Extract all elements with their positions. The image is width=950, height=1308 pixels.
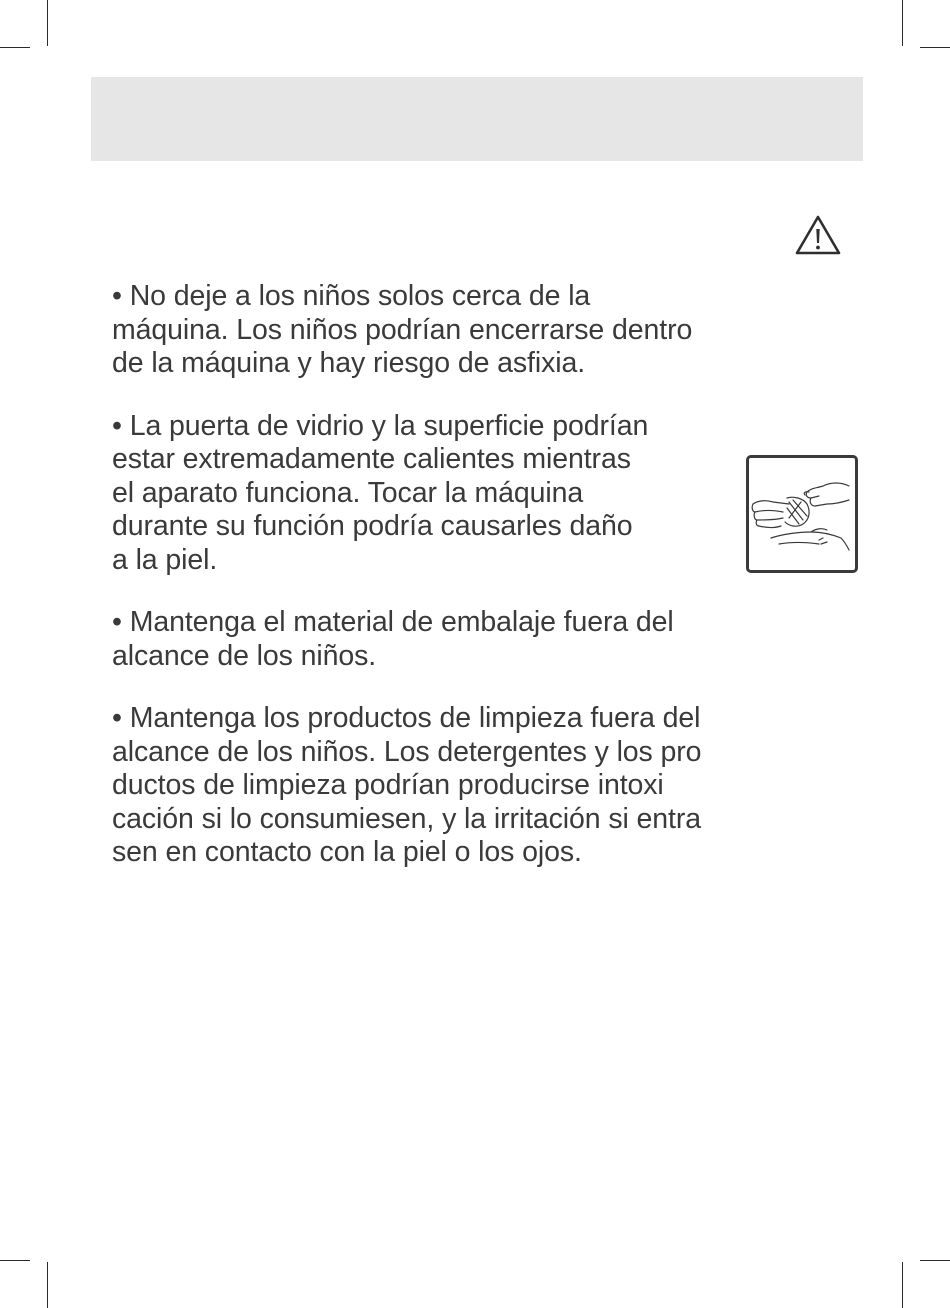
- text-line: de la máquina y hay riesgo de asfixia.: [112, 347, 586, 379]
- safety-instructions: [112, 280, 812, 899]
- text-line: máquina. Los niños podrían encerrarse dentro: [112, 313, 693, 346]
- text-line: alcance de los niños.: [112, 639, 377, 672]
- text-line: estar extremadamente calientes mientras: [112, 443, 631, 475]
- text-line: el aparato funciona. Tocar la máquina: [112, 476, 584, 509]
- crop-mark: [920, 47, 950, 48]
- text-line: • Mantenga el material de embalaje fuera del: [112, 606, 674, 638]
- bandaged-hand-icon: [749, 458, 855, 570]
- text-line: • La puerta de vidrio y la superficie podrían: [112, 409, 649, 442]
- text-line: ductos de limpieza podrían producirse intoxi: [112, 769, 664, 801]
- paragraph-packaging: [112, 606, 812, 673]
- text-line: sen en contacto con la piel o los ojos.: [112, 836, 582, 868]
- crop-mark: [47, 1262, 48, 1308]
- paragraph-cleaning-products: [112, 702, 812, 870]
- text-line: alcance de los niños. Los detergentes y los pro: [112, 735, 702, 768]
- paragraph-hot-surfaces: [112, 410, 812, 578]
- text-line: • Mantenga los productos de limpieza fuera del: [112, 702, 701, 734]
- warning-triangle-icon: [794, 214, 842, 256]
- crop-mark: [47, 0, 48, 46]
- crop-mark: [0, 1260, 30, 1261]
- text-line: durante su función podría causarles daño: [112, 510, 633, 542]
- header-band: [91, 77, 863, 161]
- paragraph-children-near-machine: [112, 280, 812, 381]
- crop-mark: [902, 1262, 903, 1308]
- burn-warning-pictogram: [746, 455, 858, 573]
- crop-mark: [920, 1260, 950, 1261]
- crop-mark: [902, 0, 903, 46]
- text-line: cación si lo consumiesen, y la irritación si entra: [112, 802, 702, 835]
- text-line: a la piel.: [112, 543, 218, 576]
- text-line: • No deje a los niños solos cerca de la: [112, 280, 591, 312]
- crop-mark: [0, 47, 30, 48]
